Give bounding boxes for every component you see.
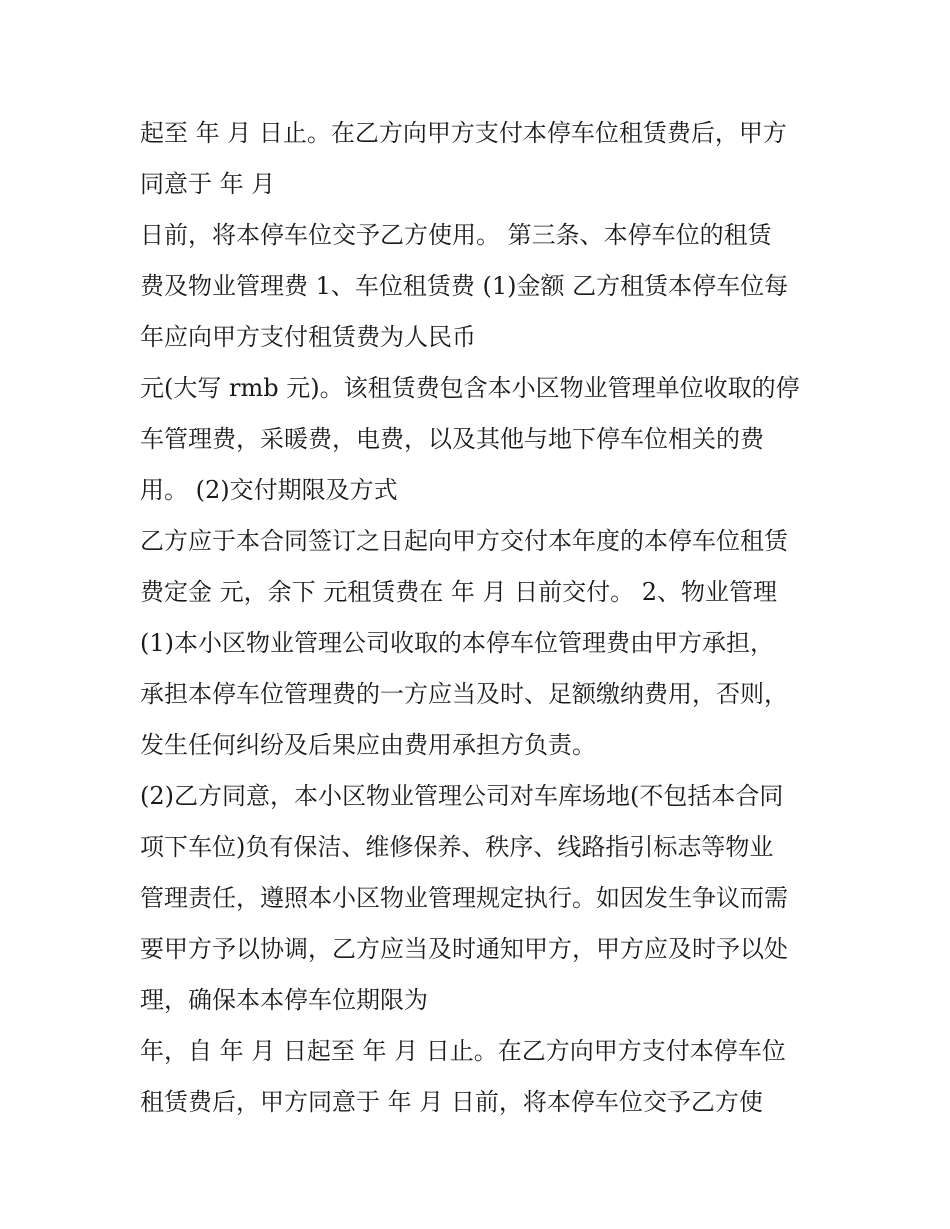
text-line-13: 发生任何纠纷及后果应由费用承担方负责。	[140, 731, 596, 759]
text-line-16: 管理责任，遵照本小区物业管理规定执行。如因发生争议而需	[140, 884, 788, 912]
text-line-17: 要甲方予以协调，乙方应当及时通知甲方，甲方应及时予以处	[140, 935, 788, 963]
text-line-5: 年应向甲方支付租赁费为人民币	[140, 323, 476, 351]
text-line-6: 元(大写 rmb 元)。该租赁费包含本小区物业管理单位收取的停	[140, 374, 800, 402]
text-line-4: 费及物业管理费 1、车位租赁费 (1)金额 乙方租赁本停车位每	[140, 272, 789, 300]
text-line-20: 租赁费后，甲方同意于 年 月 日前，将本停车位交予乙方使	[140, 1088, 763, 1116]
text-line-2: 同意于 年 月	[140, 170, 276, 198]
text-line-15: 项下车位)负有保洁、维修保养、秩序、线路指引标志等物业	[140, 833, 774, 861]
text-line-7: 车管理费，采暖费，电费，以及其他与地下停车位相关的费	[140, 425, 764, 453]
text-line-1: 起至 年 月 日止。在乙方向甲方支付本停车位租赁费后，甲方	[140, 119, 787, 147]
contract-text	[140, 108, 830, 1128]
text-line-3: 日前，将本停车位交予乙方使用。 第三条、本停车位的租赁	[140, 221, 772, 249]
text-line-19: 年，自 年 月 日起至 年 月 日止。在乙方向甲方支付本停车位	[140, 1037, 786, 1065]
text-line-12: 承担本停车位管理费的一方应当及时、足额缴纳费用，否则，	[140, 680, 788, 708]
text-line-8: 用。 (2)交付期限及方式	[140, 476, 398, 504]
text-line-18: 理，确保本本停车位期限为	[140, 986, 428, 1014]
text-line-11: (1)本小区物业管理公司收取的本停车位管理费由甲方承担，	[140, 629, 774, 657]
text-line-14: (2)乙方同意，本小区物业管理公司对车库场地(不包括本合同	[140, 782, 784, 810]
text-line-9: 乙方应于本合同签订之日起向甲方交付本年度的本停车位租赁	[140, 527, 788, 555]
text-line-10: 费定金 元，余下 元租赁费在 年 月 日前交付。 2、物业管理	[140, 578, 778, 606]
